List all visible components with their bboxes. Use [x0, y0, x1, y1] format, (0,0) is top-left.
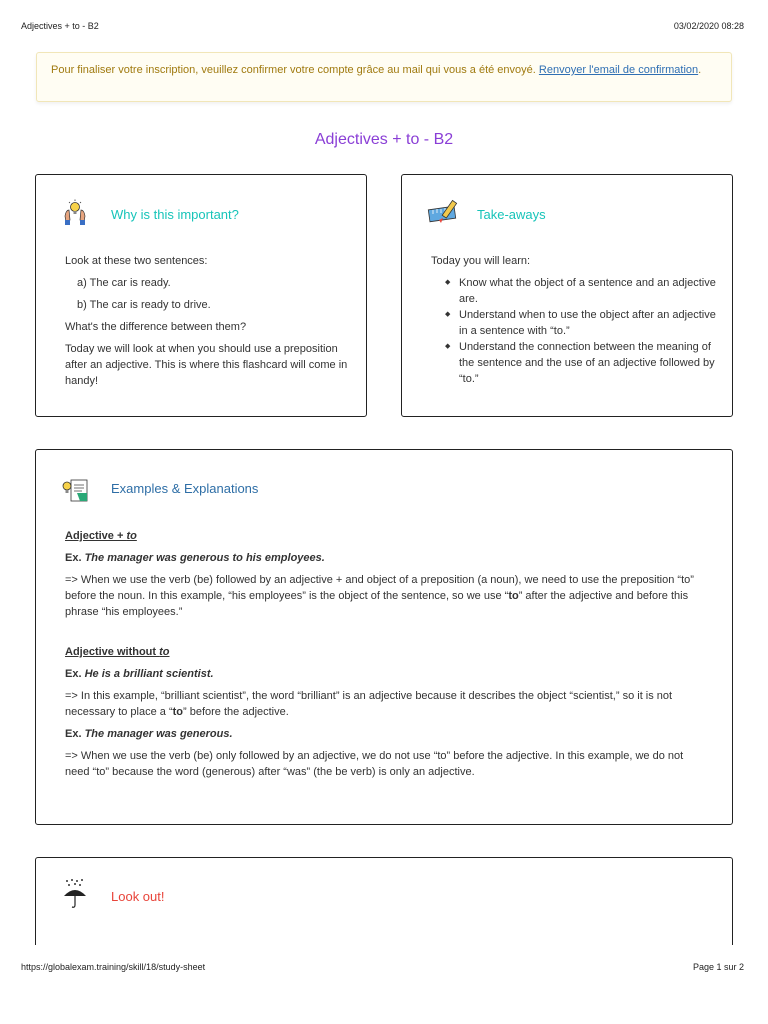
pencil-ruler-icon: [427, 198, 461, 226]
print-footer-page: Page 1 sur 2: [692, 962, 744, 972]
ex-prefix: Ex.: [65, 668, 85, 680]
print-footer-url: https://globalexam.training/skill/18/study-sheet: [21, 962, 206, 972]
print-header-title: Adjectives + to - B2: [21, 21, 99, 31]
explain-text: => When we use the verb (be) followed by an adjective + and object of a preposition (a noun), we need to use the preposition “to” before the noun. In this example, “his employees” is the object of the sentence, so we use “: [65, 574, 694, 602]
confirmation-notice: [36, 52, 732, 102]
umbrella-rain-icon: [61, 878, 89, 910]
why-important-card: [35, 174, 367, 417]
section2-heading-to: to: [159, 646, 170, 658]
resend-email-link[interactable]: Renvoyer l'email de confirmation: [538, 64, 699, 76]
takeaway-item: ◆ Know what the object of a sentence and an adjective are.: [443, 275, 721, 307]
section2-heading-text: Adjective without: [65, 646, 160, 658]
example-sentence: The manager was generous to his employees.: [84, 552, 325, 564]
example-sentence: The manager was generous.: [84, 728, 233, 740]
explain-text: => In this example, “brilliant scientist”, the word “brilliant” is an adjective because it describes the object “scientist,” so it is not necessary to place a “: [65, 690, 673, 718]
section1-heading-to: to: [126, 530, 137, 542]
idea-hands-icon: [61, 198, 89, 226]
print-header-datetime: 03/02/2020 08:28: [673, 21, 744, 31]
takeaways-body: [431, 253, 721, 387]
takeaways-card: [401, 174, 733, 417]
section2-example1: [65, 666, 705, 682]
document-lightbulb-icon: [61, 477, 91, 505]
notice-end: .: [698, 64, 702, 76]
section1-heading-text: Adjective +: [65, 530, 127, 542]
why-important-body: [65, 253, 355, 395]
question-text: What's the difference between them?: [65, 321, 247, 333]
section1-heading: [65, 528, 705, 544]
section2-explanation2: => When we use the verb (be) only followed by an adjective, we do not use “to” before the adjective. In this example, we do not need “to” because the word (generous) after “was” (the be verb) is only an adjective.: [65, 750, 684, 778]
closing-text: Today we will look at when you should use a preposition after an adjective. This is where this flashcard will come in handy!: [65, 343, 348, 387]
takeaways-title: Take-aways: [477, 207, 546, 222]
explain-text: ” after the adjective and before this phrase “his employees.”: [65, 590, 689, 618]
examples-body: [65, 528, 705, 786]
section2-heading: [65, 644, 705, 660]
example-sentence: He is a brilliant scientist.: [84, 668, 214, 680]
explain-text: ” before the adjective.: [183, 706, 289, 718]
takeaway-item: ◆ Understand the connection between the meaning of the sentence and the use of an adjective followed by “to.”: [443, 339, 721, 387]
intro-text: Look at these two sentences:: [65, 255, 208, 267]
ex-prefix: Ex.: [65, 552, 85, 564]
section1-explanation: [65, 572, 705, 620]
sentence-b: b) The car is ready to drive.: [77, 299, 211, 311]
ex-prefix: Ex.: [65, 728, 85, 740]
takeaways-list: [431, 275, 721, 387]
section2-example2: [65, 726, 705, 742]
section1-example: [65, 550, 705, 566]
why-important-title: Why is this important?: [111, 207, 239, 222]
section2-explanation1: [65, 688, 705, 720]
examples-title: Examples & Explanations: [111, 481, 259, 496]
lookout-title: Look out!: [111, 889, 165, 904]
takeaway-item: ◆ Understand when to use the object after an adjective in a sentence with “to.”: [443, 307, 721, 339]
explain-bold: to: [508, 590, 519, 602]
notice-text: Pour finaliser votre inscription, veuillez confirmer votre compte grâce au mail qui vous a été envoyé.: [51, 64, 539, 76]
takeaways-intro: Today you will learn:: [431, 255, 531, 267]
explain-bold: to: [172, 706, 184, 718]
page-break-mask: [0, 945, 768, 1024]
page-title: Adjectives + to - B2: [314, 131, 454, 148]
examples-card: [35, 449, 733, 825]
sentence-a: a) The car is ready.: [77, 277, 171, 289]
